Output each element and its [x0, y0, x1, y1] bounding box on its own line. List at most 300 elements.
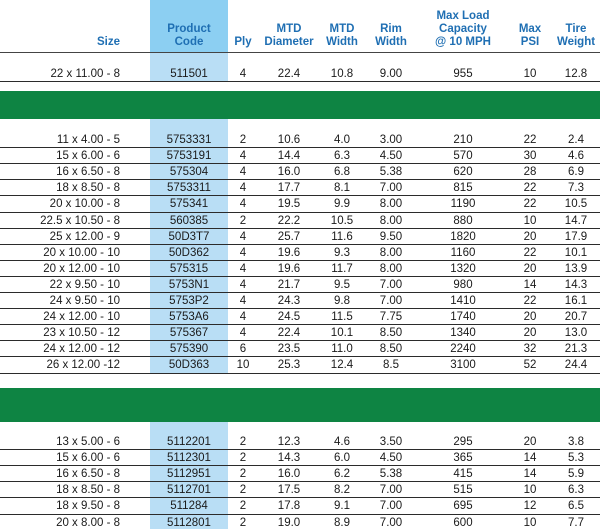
cell-ply	[228, 132, 258, 148]
cell-text: 5753P2	[169, 295, 209, 307]
cell-text: 5753311	[167, 182, 211, 195]
cell-text: 7.00	[379, 182, 403, 195]
table-row	[0, 245, 600, 261]
cell-text: 21.7	[277, 278, 301, 291]
cell-text: 24 x 9.50 - 10	[49, 295, 120, 307]
cell-max-psi	[508, 261, 552, 277]
cell-text: 7.00	[379, 500, 403, 513]
cell-text: 14.7	[564, 214, 588, 227]
cell-ply	[228, 293, 258, 309]
cell-size	[0, 293, 150, 309]
cell-text: 6.8	[334, 166, 350, 179]
cell-mtd-diameter	[258, 515, 320, 529]
code-column-fill	[150, 119, 228, 132]
cell-tire-weight	[552, 498, 600, 514]
cell-text: 4	[239, 327, 247, 340]
cell-text: 5753331	[166, 134, 212, 146]
cell-ply	[228, 277, 258, 293]
cell-tire-weight	[552, 309, 600, 325]
cell-text: 1320	[450, 262, 476, 275]
cell-tire-weight	[552, 66, 600, 82]
cell-tire-weight	[552, 164, 600, 180]
cell-mtd-diameter	[258, 466, 320, 482]
cell-text: 3.8	[568, 436, 584, 448]
cell-text: 5753N1	[168, 278, 210, 291]
cell-text: 15 x 6.00 - 6	[56, 452, 120, 465]
table-row	[0, 261, 600, 277]
cell-rim-width	[364, 66, 418, 82]
cell-text: 22	[523, 198, 537, 211]
cell-mtd-diameter	[258, 341, 320, 357]
cell-mtd-width	[320, 229, 364, 245]
cell-mtd-diameter	[258, 245, 320, 261]
cell-tire-weight	[552, 148, 600, 164]
cell-mtd-width	[320, 357, 364, 373]
cell-mtd-diameter	[258, 148, 320, 164]
table-row	[0, 148, 600, 164]
cell-text: 2	[239, 500, 247, 513]
cell-text: 24.3	[277, 295, 301, 307]
col-header-ply: Ply	[234, 36, 252, 48]
cell-text: 16.0	[277, 166, 301, 179]
cell-mtd-diameter	[258, 180, 320, 196]
code-column-fill	[150, 53, 228, 66]
cell-max-psi	[508, 132, 552, 148]
cell-text: 23.5	[277, 343, 301, 356]
cell-tire-weight	[552, 196, 600, 212]
cell-text: 4.0	[334, 134, 350, 146]
cell-ply	[228, 341, 258, 357]
cell-text: 22.4	[277, 68, 301, 80]
cell-max-psi	[508, 148, 552, 164]
cell-max-psi	[508, 482, 552, 498]
cell-mtd-width	[320, 196, 364, 212]
cell-text: 13.9	[564, 262, 588, 275]
cell-product-code	[150, 325, 228, 341]
cell-max-psi	[508, 293, 552, 309]
spacer	[0, 53, 600, 66]
cell-text: 9.5	[334, 278, 350, 291]
cell-text: 4	[239, 246, 247, 259]
cell-product-code	[150, 341, 228, 357]
cell-ply	[228, 229, 258, 245]
cell-text: 9.9	[334, 198, 350, 211]
table-row	[0, 229, 600, 245]
cell-text: 8.00	[379, 246, 403, 259]
cell-mtd-diameter	[258, 498, 320, 514]
cell-mtd-width	[320, 66, 364, 82]
table-row	[0, 325, 600, 341]
table-row	[0, 357, 600, 373]
cell-rim-width	[364, 132, 418, 148]
cell-text: 19.6	[277, 246, 301, 259]
cell-text: 26 x 12.00 -12	[46, 359, 120, 372]
cell-mtd-diameter	[258, 325, 320, 341]
cell-rim-width	[364, 309, 418, 325]
cell-max-psi	[508, 66, 552, 82]
cell-text: 9.00	[379, 68, 403, 80]
cell-tire-weight	[552, 434, 600, 450]
cell-size	[0, 180, 150, 196]
cell-mtd-diameter	[258, 261, 320, 277]
cell-mtd-width	[320, 245, 364, 261]
cell-rim-width	[364, 515, 418, 529]
cell-mtd-width	[320, 132, 364, 148]
cell-ply	[228, 164, 258, 180]
cell-text: 11.7	[331, 262, 353, 275]
cell-ply	[228, 434, 258, 450]
cell-mtd-width	[320, 341, 364, 357]
cell-mtd-width	[320, 325, 364, 341]
cell-text: 2	[239, 516, 247, 529]
cell-text: 4	[239, 311, 247, 324]
cell-text: 14	[523, 452, 537, 465]
cell-text: 50D3T7	[168, 230, 210, 243]
cell-text: 50D362	[168, 246, 210, 259]
cell-tire-weight	[552, 482, 600, 498]
col-header-max-load: Max Load Capacity @ 10 MPH	[435, 10, 491, 48]
cell-product-code	[150, 357, 228, 373]
cell-product-code	[150, 66, 228, 82]
cell-product-code	[150, 277, 228, 293]
cell-text: 52	[523, 359, 537, 372]
cell-product-code	[150, 515, 228, 529]
cell-text: 5.38	[379, 468, 403, 481]
cell-text: 19.0	[277, 516, 301, 529]
cell-text: 13.0	[564, 327, 588, 340]
cell-size	[0, 498, 150, 514]
cell-text: 7.00	[379, 484, 403, 497]
cell-rim-width	[364, 325, 418, 341]
cell-product-code	[150, 450, 228, 466]
cell-text: 5112951	[167, 468, 211, 481]
cell-product-code	[150, 482, 228, 498]
cell-max-load	[418, 132, 508, 148]
cell-size	[0, 341, 150, 357]
cell-text: 14.3	[277, 452, 301, 465]
cell-text: 25.3	[277, 359, 301, 372]
group-1-rows	[0, 66, 600, 82]
cell-text: 11.0	[331, 343, 353, 356]
cell-mtd-width	[320, 309, 364, 325]
cell-mtd-width	[320, 261, 364, 277]
section-band-2	[0, 388, 600, 422]
table-row	[0, 213, 600, 229]
cell-product-code	[150, 466, 228, 482]
cell-text: 7.00	[379, 295, 403, 307]
cell-rim-width	[364, 261, 418, 277]
cell-max-load	[418, 341, 508, 357]
cell-size	[0, 245, 150, 261]
cell-max-psi	[508, 229, 552, 245]
cell-text: 6.0	[334, 452, 350, 465]
cell-max-load	[418, 66, 508, 82]
cell-text: 10.5	[330, 214, 354, 227]
cell-max-load	[418, 482, 508, 498]
cell-text: 3100	[450, 359, 476, 372]
cell-max-load	[418, 245, 508, 261]
cell-text: 4.6	[568, 150, 584, 163]
cell-text: 9.1	[334, 500, 350, 513]
cell-tire-weight	[552, 229, 600, 245]
cell-text: 17.9	[564, 230, 588, 243]
cell-max-psi	[508, 357, 552, 373]
cell-text: 5.9	[568, 468, 584, 481]
cell-text: 5753191	[166, 150, 212, 163]
col-header-size: Size	[96, 36, 120, 48]
cell-text: 11.5	[331, 311, 353, 324]
cell-tire-weight	[552, 245, 600, 261]
cell-text: 22.2	[277, 214, 301, 227]
cell-ply	[228, 196, 258, 212]
cell-text: 13 x 5.00 - 6	[56, 436, 120, 448]
group-3-rows	[0, 434, 600, 529]
cell-text: 8.50	[379, 343, 403, 356]
cell-tire-weight	[552, 325, 600, 341]
cell-text: 14.3	[564, 278, 588, 291]
cell-text: 4	[239, 295, 247, 307]
cell-max-load	[418, 309, 508, 325]
cell-text: 5112801	[167, 516, 211, 529]
cell-text: 5112301	[167, 452, 211, 465]
col-header-product-code: Product Code	[150, 0, 228, 52]
cell-text: 4	[239, 262, 247, 275]
cell-text: 1740	[450, 311, 476, 324]
cell-text: 4	[239, 182, 247, 195]
cell-tire-weight	[552, 357, 600, 373]
cell-text: 10.6	[277, 134, 301, 146]
cell-rim-width	[364, 450, 418, 466]
cell-product-code	[150, 293, 228, 309]
cell-rim-width	[364, 466, 418, 482]
cell-text: 25 x 12.00 - 9	[49, 230, 120, 243]
cell-text: 20	[523, 436, 537, 448]
table-row	[0, 450, 600, 466]
cell-text: 24.5	[277, 311, 301, 324]
cell-rim-width	[364, 164, 418, 180]
cell-rim-width	[364, 434, 418, 450]
cell-max-load	[418, 148, 508, 164]
cell-size	[0, 466, 150, 482]
cell-mtd-diameter	[258, 293, 320, 309]
cell-text: 3.00	[379, 134, 403, 146]
cell-max-psi	[508, 450, 552, 466]
cell-text: 2	[239, 214, 247, 227]
cell-max-load	[418, 466, 508, 482]
cell-text: 21.3	[564, 343, 588, 356]
cell-text: 30	[523, 150, 537, 163]
cell-text: 50D363	[168, 359, 210, 372]
cell-mtd-width	[320, 293, 364, 309]
cell-text: 20.7	[564, 311, 588, 324]
cell-text: 4.50	[379, 452, 403, 465]
cell-text: 600	[453, 516, 473, 529]
cell-text: 7.7	[568, 516, 584, 529]
cell-max-load	[418, 325, 508, 341]
table-row	[0, 196, 600, 212]
cell-rim-width	[364, 498, 418, 514]
cell-size	[0, 309, 150, 325]
cell-text: 7.3	[568, 182, 584, 195]
cell-product-code	[150, 164, 228, 180]
cell-text: 22	[523, 182, 537, 195]
cell-text: 1340	[450, 327, 476, 340]
cell-text: 7.00	[379, 516, 403, 529]
table-row	[0, 466, 600, 482]
cell-max-psi	[508, 180, 552, 196]
cell-text: 11 x 4.00 - 5	[56, 134, 120, 146]
col-header-max-psi: Max PSI	[518, 23, 542, 48]
cell-text: 1410	[450, 295, 476, 307]
cell-max-psi	[508, 341, 552, 357]
cell-mtd-width	[320, 148, 364, 164]
cell-ply	[228, 66, 258, 82]
cell-text: 10	[523, 484, 537, 497]
cell-text: 16.1	[564, 295, 588, 307]
cell-text: 511501	[170, 68, 208, 80]
cell-text: 20	[523, 311, 537, 324]
cell-tire-weight	[552, 293, 600, 309]
cell-mtd-diameter	[258, 450, 320, 466]
cell-text: 8.50	[379, 327, 403, 340]
cell-text: 2.4	[568, 134, 584, 146]
cell-text: 6.5	[568, 500, 584, 513]
table-row	[0, 515, 600, 529]
cell-max-psi	[508, 434, 552, 450]
table-row	[0, 341, 600, 357]
cell-text: 10.8	[330, 68, 354, 80]
cell-product-code	[150, 309, 228, 325]
cell-rim-width	[364, 245, 418, 261]
table-row	[0, 498, 600, 514]
cell-size	[0, 277, 150, 293]
cell-text: 12.4	[330, 359, 354, 372]
cell-product-code	[150, 229, 228, 245]
cell-mtd-width	[320, 277, 364, 293]
cell-text: 575341	[169, 198, 209, 211]
cell-text: 6.3	[334, 150, 350, 163]
cell-rim-width	[364, 341, 418, 357]
cell-text: 17.8	[277, 500, 301, 513]
cell-ply	[228, 309, 258, 325]
cell-rim-width	[364, 148, 418, 164]
cell-text: 10.1	[330, 327, 354, 340]
cell-max-load	[418, 261, 508, 277]
cell-mtd-diameter	[258, 482, 320, 498]
col-header-mtd-diameter: MTD Diameter	[264, 23, 314, 48]
cell-ply	[228, 261, 258, 277]
cell-text: 8.9	[334, 516, 350, 529]
cell-text: 14.4	[277, 150, 301, 163]
cell-text: 22 x 11.00 - 8	[50, 68, 120, 80]
cell-text: 2	[239, 134, 247, 146]
cell-mtd-diameter	[258, 229, 320, 245]
cell-max-load	[418, 164, 508, 180]
cell-product-code	[150, 132, 228, 148]
cell-max-load	[418, 515, 508, 529]
cell-text: 6.9	[568, 166, 584, 179]
cell-text: 20 x 10.00 - 10	[43, 246, 120, 259]
cell-text: 16 x 6.50 - 8	[56, 468, 120, 481]
cell-rim-width	[364, 277, 418, 293]
cell-size	[0, 164, 150, 180]
cell-text: 18 x 9.50 - 8	[56, 500, 120, 513]
cell-max-psi	[508, 164, 552, 180]
cell-tire-weight	[552, 277, 600, 293]
cell-max-load	[418, 293, 508, 309]
cell-text: 365	[453, 452, 473, 465]
cell-product-code	[150, 261, 228, 277]
cell-text: 210	[453, 134, 473, 146]
cell-rim-width	[364, 213, 418, 229]
cell-text: 20 x 8.00 - 8	[56, 516, 120, 529]
cell-text: 695	[453, 500, 473, 513]
cell-ply	[228, 245, 258, 261]
cell-text: 620	[453, 166, 473, 179]
cell-text: 10.1	[564, 246, 588, 259]
cell-text: 24 x 12.00 - 12	[43, 343, 120, 356]
cell-mtd-width	[320, 434, 364, 450]
cell-text: 20 x 10.00 - 8	[49, 198, 120, 211]
cell-text: 16 x 6.50 - 8	[56, 166, 120, 179]
cell-mtd-diameter	[258, 164, 320, 180]
cell-product-code	[150, 148, 228, 164]
table-row	[0, 277, 600, 293]
cell-tire-weight	[552, 180, 600, 196]
cell-size	[0, 148, 150, 164]
cell-ply	[228, 357, 258, 373]
cell-text: 16.0	[277, 468, 301, 481]
cell-product-code	[150, 434, 228, 450]
cell-tire-weight	[552, 213, 600, 229]
cell-mtd-width	[320, 498, 364, 514]
table-row	[0, 180, 600, 196]
cell-max-psi	[508, 515, 552, 529]
cell-text: 1160	[450, 246, 476, 259]
cell-max-psi	[508, 325, 552, 341]
cell-text: 5112201	[167, 436, 211, 448]
cell-ply	[228, 466, 258, 482]
cell-max-load	[418, 450, 508, 466]
cell-text: 23 x 10.50 - 12	[43, 327, 120, 340]
cell-size	[0, 325, 150, 341]
cell-text: 575315	[169, 262, 209, 275]
cell-text: 8.00	[379, 214, 403, 227]
cell-mtd-width	[320, 482, 364, 498]
table-row	[0, 293, 600, 309]
cell-size	[0, 434, 150, 450]
col-header-rim-width: Rim Width	[375, 23, 407, 48]
cell-ply	[228, 180, 258, 196]
cell-max-load	[418, 213, 508, 229]
cell-text: 12	[523, 500, 537, 513]
cell-text: 6.2	[334, 468, 350, 481]
table-header	[0, 0, 600, 53]
cell-rim-width	[364, 229, 418, 245]
cell-text: 575304	[169, 166, 209, 179]
cell-product-code	[150, 245, 228, 261]
cell-size	[0, 482, 150, 498]
cell-text: 11.6	[331, 230, 353, 243]
cell-ply	[228, 515, 258, 529]
cell-text: 8.5	[383, 359, 399, 372]
cell-text: 2	[239, 468, 247, 481]
cell-ply	[228, 148, 258, 164]
cell-max-load	[418, 196, 508, 212]
cell-text: 18 x 8.50 - 8	[56, 484, 120, 497]
cell-text: 7.75	[379, 311, 403, 324]
cell-mtd-diameter	[258, 309, 320, 325]
